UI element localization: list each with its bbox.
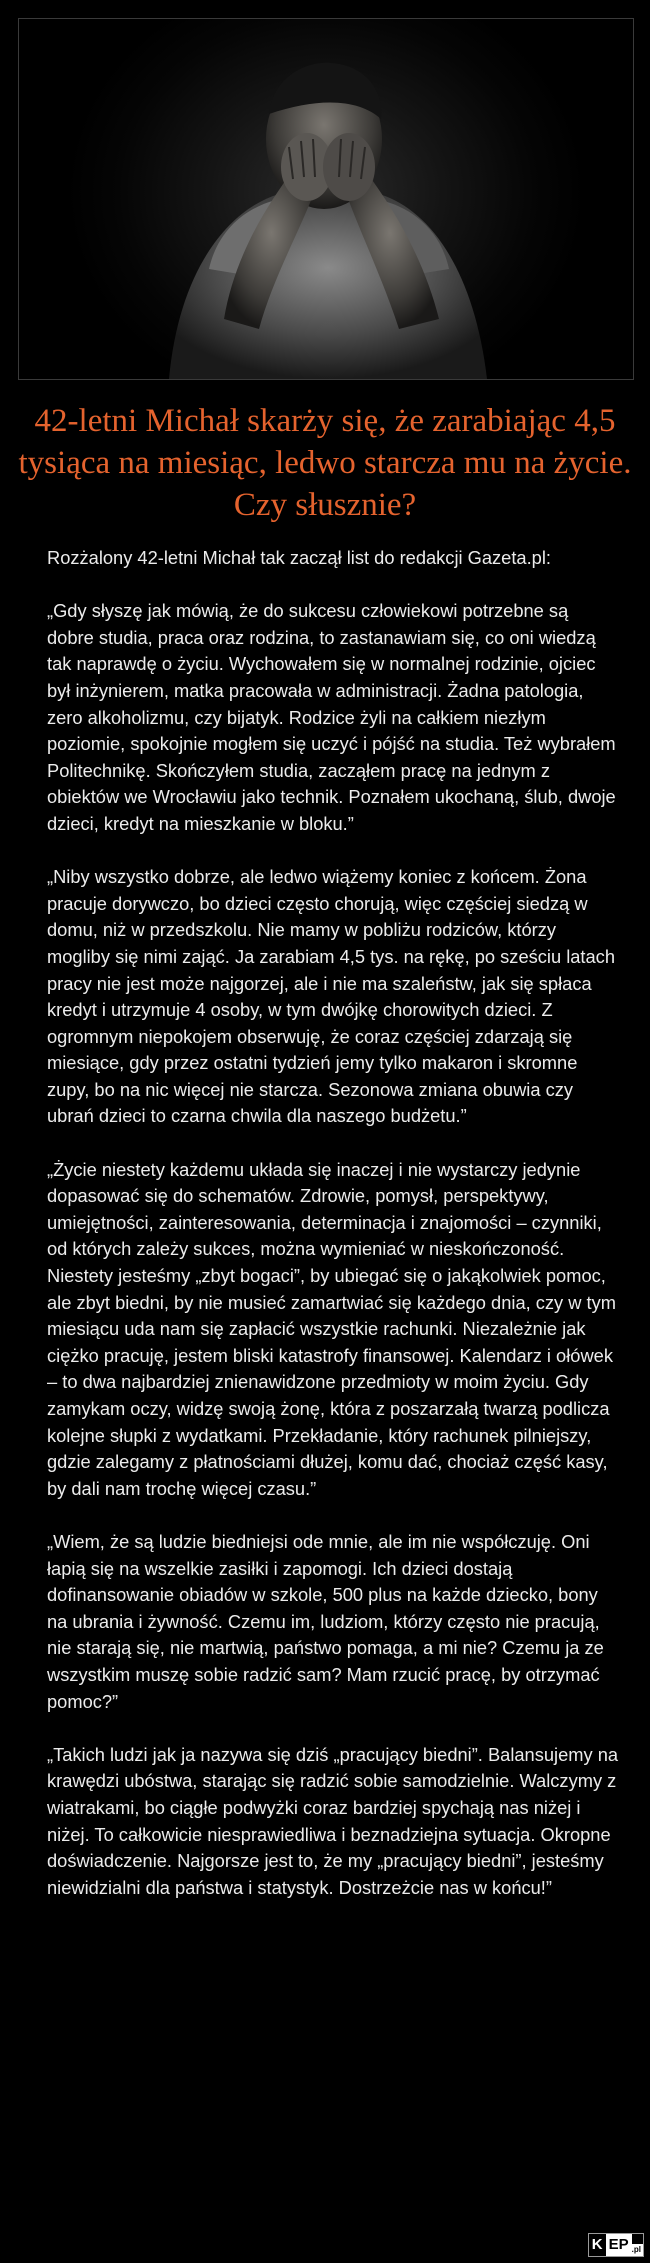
watermark-k: K xyxy=(589,2234,606,2256)
man-in-despair-photo xyxy=(18,18,634,380)
paragraph: „Gdy słyszę jak mówią, że do sukcesu człowiekowi potrzebne są dobre studia, praca oraz rodzina, to zastanawiam się, co oni wiedzą tak naprawdę o życiu. Wychowałem się w normalnej rodzinie, ojciec był inżynierem, matka pracowała w administracji. Żadna patologia, zero alkoholizmu, czy bijatyk. Rodzice żyli na całkiem niezłym poziomie, spokojnie mogłem się uczyć i pójść na studia. Też wybrałem Politechnikę. Skończyłem studia, zacząłem pracę na jednym z obiektów we Wrocławiu jako technik. Poznałem ukochaną, ślub, dwoje dzieci, kredyt na mieszkanie w bloku.” xyxy=(47,600,616,834)
letter-body xyxy=(47,545,619,1928)
paragraph-intro: Rozżalony 42-letni Michał tak zaczął list do redakcji Gazeta.pl: xyxy=(47,547,551,568)
headline: 42-letni Michał skarży się, że zarabiając 4,5 tysiąca na miesiąc, ledwo starcza mu na życie. Czy słusznie? xyxy=(18,403,632,523)
watermark-ep: EP xyxy=(606,2234,632,2256)
paragraph: „Niby wszystko dobrze, ale ledwo wiążemy koniec z końcem. Żona pracuje dorywczo, bo dzieci często chorują, więc częściej siedzą w domu, niż w przedszkolu. Nie mamy w pobliżu rodziców, którzy mogliby się nimi zająć. Ja zarabiam 4,5 tys. na rękę, po sześciu latach pracy nie jest może najgorzej, ale i nie ma szaleństw, jak się spłaca kredyt i utrzymuje 4 osoby, w tym dwójkę chorowitych dzieci. Z ogromnym niepokojem obserwuję, że coraz częściej zdarzają się miesiące, gdy przez ostatni tydzień jemy tylko makaron i skromne zupy, bo na nic więcej nie starcza. Sezonowa zmiana obuwia czy ubrań dzieci to czarna chwila dla naszego budżetu.” xyxy=(47,866,615,1127)
watermark-tld: .pl xyxy=(631,2245,641,2254)
paragraph: „Życie niestety każdemu układa się inaczej i nie wystarczy jedynie dopasować się do schematów. Zdrowie, pomysł, perspektywy, umiejętności, zainteresowania, determinacja i znajomości – czynniki, od których zależy sukces, można wymieniać w nieskończoność. Niestety jesteśmy „zbyt bogaci”, by ubiegać się o jakąkolwiek pomoc, ale zbyt biedni, by nie musieć zamartwiać się każdego dnia, czy w tym miesiącu uda nam się zapłacić wszystkie rachunki. Niezależnie jak ciężko pracuję, jestem bliski katastrofy finansowej. Kalendarz i ołówek – to dwa najbardziej znienawidzone przedmioty w moim życiu. Gdy zamykam oczy, widzę swoją żonę, która z poszarzałą twarzą podlicza kolejne słupki z wydatkami. Przekładanie, który rachunek pilniejszy, gdzie zalegamy z płatnościami dłużej, komu dać, chociaż część kasy, by dali nam trochę więcej czasu.” xyxy=(47,1158,616,1499)
kwejk-watermark-logo xyxy=(588,2233,644,2257)
paragraph: „Takich ludzi jak ja nazywa się dziś „pracujący biedni”. Balansujemy na krawędzi ubóstwa, starając się radzić sobie samodzielnie. Walczymy z wiatrakami, bo ciągłe podwyżki coraz bardziej spychają nas niżej i niżej. To całkowicie niesprawiedliwa i beznadziejna sytuacja. Okropne doświadczenie. Najgorsze jest to, że my „pracujący biedni”, jesteśmy niewidzialni dla państwa i statystyk. Dostrzeżcie nas w końcu!” xyxy=(47,1743,619,1898)
paragraph: „Wiem, że są ludzie biedniejsi ode mnie, ale im nie współczuję. Oni łapią się na wszelkie zasiłki i zapomogi. Ich dzieci dostają dofinansowanie obiadów w szkole, 500 plus na każde dziecko, bony na ubrania i żywność. Czemu im, ludziom, którzy często nie pracują, nie starają się, nie martwią, państwo pomaga, a mi nie? Czemu ja ze wszystkim muszę sobie radzić sam? Mam rzucić pracę, by otrzymać pomoc?” xyxy=(47,1530,604,1712)
photo-illustration xyxy=(19,19,633,379)
